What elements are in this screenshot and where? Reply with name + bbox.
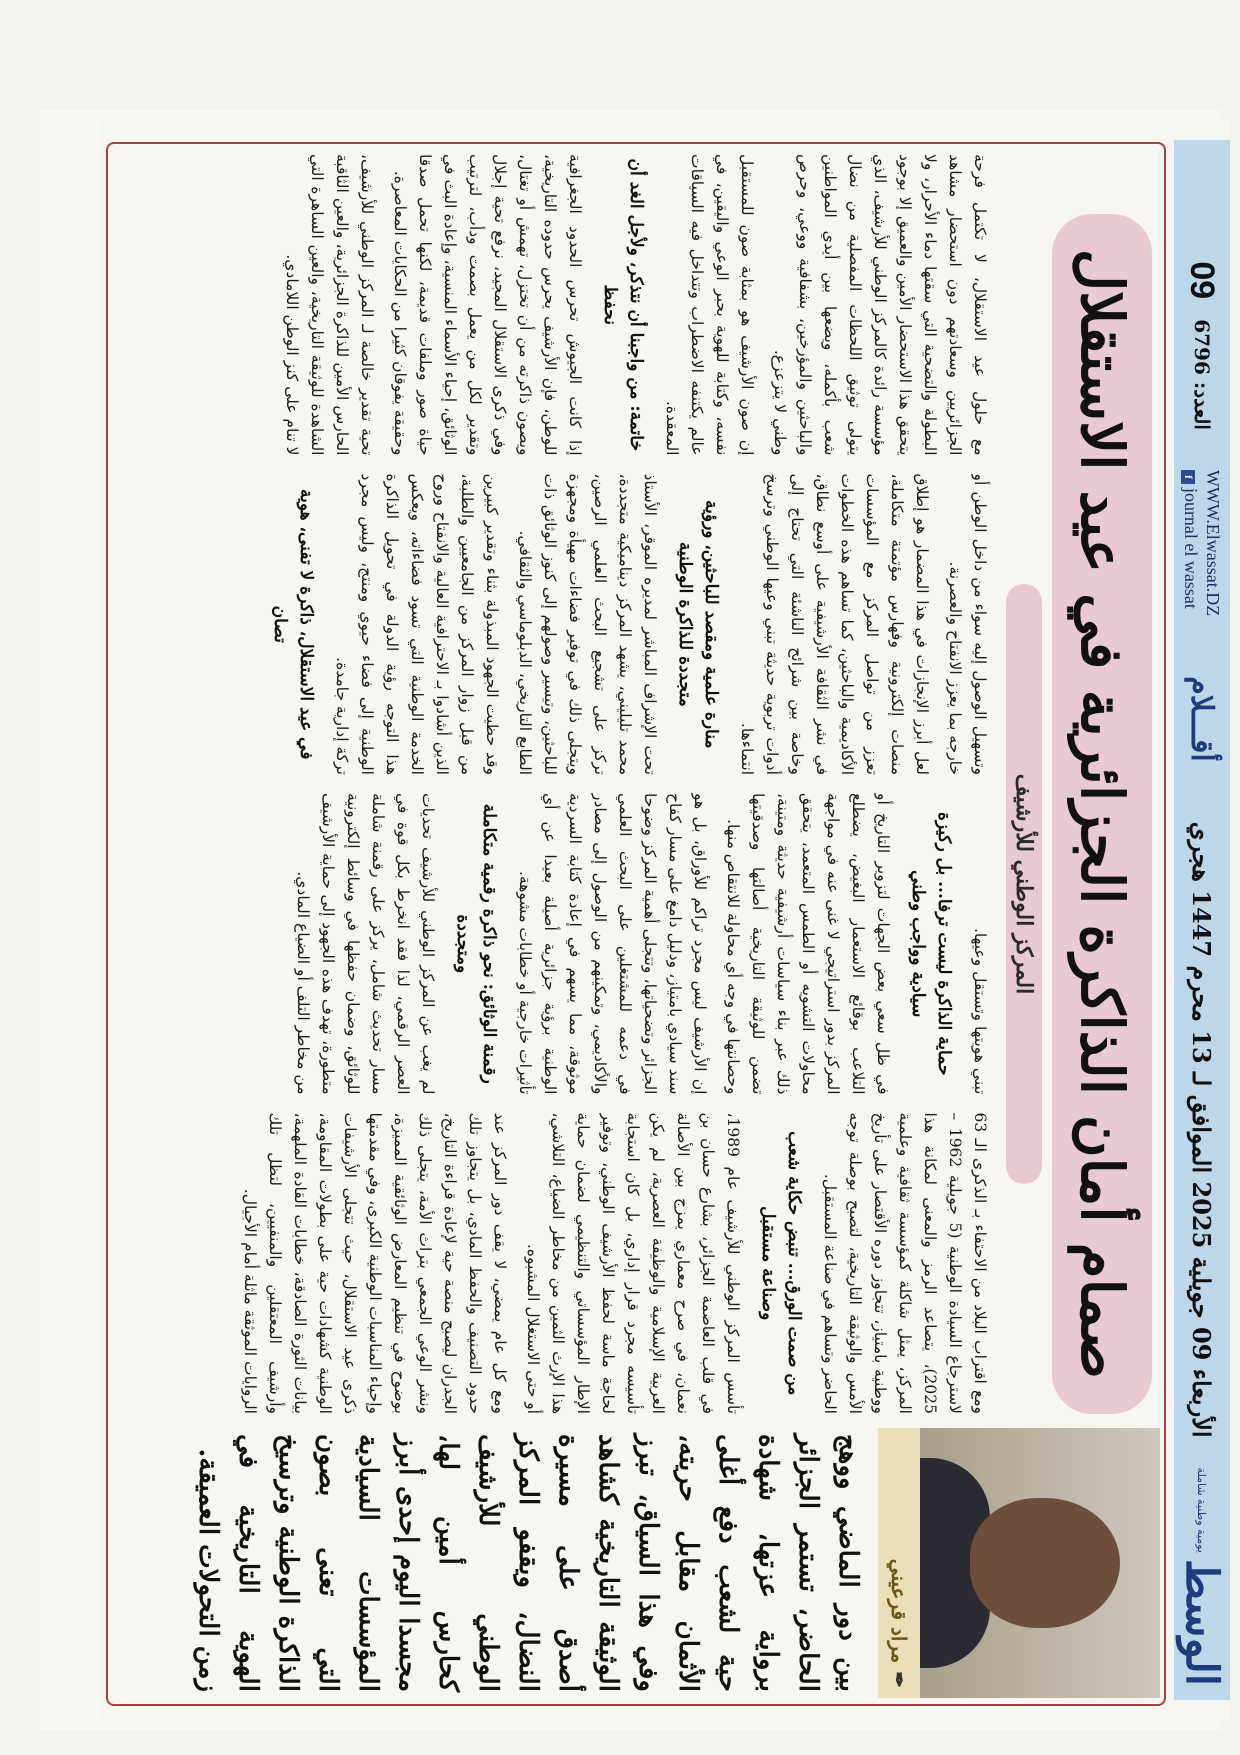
author-column — [114, 1428, 1160, 1698]
author-band — [878, 1428, 920, 1698]
photo-face — [970, 1498, 1120, 1628]
paragraph: مع حلول عيد الاستقلال، لا تكتمل فرحة الجزائريين وسعادتهم دون استحضار مشاهد البطولة والتضحية التي سقتها دماء الأحرار، ولا يتحقق هذا الاستحضار الأمين والعميق إلا بوجود مؤسسة رائدة كالمركز الوطني للأرشيف، الذي يتولى توثيق اللحظات المفصلية من نضال شعب بأكمله، ويضعها بين أيدي المواطنين والباحثين والمؤرخين، بشفافية ووعي، وحرص وطني لا يتزعزع. — [771, 154, 989, 456]
author-name: مراد قرعيني — [887, 1558, 911, 1664]
paragraph: تأسس المركز الوطني للأرشيف عام 1989، في قلب العاصمة الجزائر، بشارع حسان بن نعمان، في صرح معماري يمزج بين الأصالة العربية الإسلامية والوظيفة العصرية، لم يكن تأسيسه مجرد قرار إداري، بل كان استجابة لحاجة ماسة لحفظ الأرشيف الوطني، وتوفير الإطار المؤسساتي والتنظيمي لضمان حماية هذا الإرث الثمين من مخاطر الضياع، التلاشي، أو حتى الاستغلال المشبوه. — [524, 1112, 742, 1414]
paragraph: وقد حظيت الجهود المبذولة بثناء وتقدير كبيرين من قبل زوار المركز من الجامعيين والطلبة، الذين أشادوا بـ الاحترافية العالية والانفتاح وروح الخدمة الوطنية التي تسود فضاءاته، ويعكس هذا التوجه رؤية الدولة في تحويل الذاكرة الوطنية إلى فضاء حيوي ومنتج، وليس مجرد تركة إدارية جامدة. — [333, 473, 501, 775]
article-body — [116, 154, 992, 1414]
section-title: أقـــلام — [1184, 676, 1220, 762]
paragraph: إن صون الأرشيف هو بمثابة صون للمستقبل نفسه، وكتابة للهوية بحبر الوعي واليقين، في عالم يكتنفه الاضطراب وتتداخل فيه السياقات المعقدة. — [663, 154, 756, 456]
body-column-1 — [116, 1113, 992, 1415]
paragraph: إذا كانت الجيوش تحرس الحدود الجغرافية للوطن، فإن الأرشيف يحرس حدوده التاريخية، ويصون ذاكرته من أن تختزل، تهمش أو تغتال، وفي ذكرى الاستقلال المجيد، نرفع تحية إجلال وتقدير لكل من يعمل بصمت ودأب، لترتيب الوثائق، إحياء الأسماء المنسية، وإعادة البث في حياة صور وملفات قديمة، لكنها تحمل صدقا وحقيقة يفوقان كثيرا من الحكايات المعاصرة. — [391, 154, 584, 456]
subheading: رقمنة الوثائق: نحو ذاكرة رقمية متكاملة ومتجددة — [453, 803, 499, 1084]
body-column-3 — [116, 474, 992, 776]
page-header — [1174, 140, 1230, 1700]
issue-date: الأربعاء 09 جويلية 2025 الموافق لـ 13 محرم 1447 هجري — [1187, 821, 1217, 1438]
paragraph: في ظل سعي بعض الجهات لتزوير التاريخ أو التلاعب بوقائع الاستعمار البغيض، يضطلع المركز بدور استراتيجي لا غنى عنه في مواجهة محاولات التشويه أو الطمس المتعمد، يتحقق ذلك عبر بناء سياسات أرشيفية حديثة ومتينة، تضمن للوثيقة التاريخية أصالتها وصدقيتها وحصانتها في وجه أي محاولة للانتقاص منها. — [724, 793, 892, 1095]
newspaper-page — [100, 120, 1230, 1720]
facebook-page — [1180, 470, 1202, 616]
subheading: حماية الذاكرة ليست ترفا... بل ركيزة سيادية وواجب وطني — [908, 811, 954, 1076]
facebook-name: journal el wassat — [1181, 487, 1201, 609]
subheading: في عيد الاستقلال، ذاكرة لا تفنى، هوية تصان — [270, 489, 316, 760]
facebook-icon: f — [1181, 470, 1195, 484]
paragraph: لعل أبرز الإنجازات في هذا المضمار هو إطلاق منصات إلكترونية وفهارس مؤتمتة متكاملة، تعزز من تواصل المركز مع المؤسسات الأكاديمية والباحثين، كما تساهم هذه الخطوات في نشر الثقافة الأرشيفية على أوسع نطاق، وخاصة بين شرائح الناشئة التي تحتاج إلى أدوات تربوية حديثة تبني وعيها الوطني وترسخ انتماءها. — [738, 473, 931, 775]
article-intro: بين دور الماضي ووهج الحاضر، تستمر الجزائر برواية عزتها، شهادة حية لشعب دفع أغلى الأثمان مقابل حريته، وفي هذا السياق، تبرز الوثيقة التاريخية كشاهد أصدق على مسيرة النضال، ويقفو المركز الوطني للأرشيف كحارس أمين لها، مجسدا اليوم إحدى أبرز المؤسسات السيادية التي تعنى بصون الذاكرة الوطنية وترسيخ الهوية التاريخية في زمن التحولات العميقة. — [193, 1434, 863, 1692]
paragraph: تبني هويتها وتستقل وعيها. — [971, 928, 989, 1095]
article-kicker: المركز الوطني للأرشيف — [1006, 584, 1042, 1184]
paragraph: ومع اقتراب البلاد من الاحتفاء بـ الذكرى الـ 63 لاسترجاع السيادة الوطنية (5 جويلية 1962 – 2025)، يتصاعد الرمز والمعنى لمكانة هذا المركز، يمثل شاكلة كمؤسسة ثقافية وعلمية ووطنية بامتياز، تتجاوز دوره الأقتصار على تأريخ الأمس والوثيقة التاريخية، لتصبح بوصلة توجه الحاضر وتساهم في صناعة المستقبل. — [821, 1112, 989, 1414]
subheading: من صمت الورق... تنبض حكاية شعب وصناعة مستقبل — [758, 1131, 804, 1396]
author-photo — [920, 1428, 1160, 1698]
paragraph: تحية تقدير خالصة لـ المركز الوطني للأرشيف، الحارس الأمين للذاكرة الجزائرية، والعين الثاقبة الشاهدة للوثيقة التاريخية، والعين الساهرة التي لا تنام على كنز الوطن اللامادي. — [283, 154, 376, 456]
article-headline: صمام أمان الذاكرة الجزائرية في عيد الاستقلال — [1052, 214, 1152, 1414]
paragraph: تحت الإشراف المباشر لمديره الموقر، الأستاذ محمد تليليني، يشهد المركز ديناميكية متجددة، تركز على تشجيع البحث العلمي الرصين، ويتجلى ذلك في توفير فضاءات مهيأة ومجهزة للباحثين، وتيسير وصولهم إلى كنوز الوثائق ذات الطابع التاريخي، الدبلوماسي والثقافي. — [516, 473, 659, 775]
page-number: 09 — [1183, 261, 1222, 300]
paragraph: لم يغب عن المركز الوطني للأرشيف تحديات العصر الرقمي، لذا فقد انخرط بكل قوة في مسار تحديث شامل، يركز على رقمنة شاملة للوثائق، وضمان حفظها في وسائط إلكترونية متطورة، تهدف هذه الجهود إلى حماية الأرشيف من مخاطر التلف أو الضياع المادي. — [294, 793, 437, 1095]
article-frame — [106, 142, 1166, 1706]
body-column-2 — [116, 793, 992, 1095]
paper-logo — [1177, 1468, 1228, 1686]
pen-icon: ✒ — [887, 1671, 911, 1688]
paragraph: وتسهيل الوصول إليه سواء من داخل الوطن أو خارجه بما يعزز الانفتاح والعصرنة. — [946, 473, 989, 775]
subheading: منارة علمية ومقصد للباحثين، ورؤية متجددة للذاكرة الوطنية — [675, 500, 721, 749]
website-url: WWW.Elwassat.DZ — [1203, 469, 1223, 617]
paragraph: ومع كل عام يمضي، لا يقف دور المركز عند حدود التصنيف والحفظ المادي، بل يتجاوز تلك الجدران ليصبح منصة حية لإعادة قراءة التاريخ، ونشر الوعي الجمعي بتراث الأمة، يتجلى ذلك بوضوح في تنظيم المعارض الوثائقية المميزة، وإحياء المناسبات الوطنية الكبرى، وفي مقدمتها ذكرى عيد الاستقلال، حيث تتجلى الأرشيفات الوطنية كشهادات حية على بطولات المقاومة، بيانات الثورة الصادقة، خطابات القادة الملهمة، وأرشيف المعتقلين والمنفيين، لتظل تلك الروايات الموثقة ماثلة أمام الأجيال. — [241, 1112, 509, 1414]
issue-number: العدد: 6796 — [1190, 319, 1214, 430]
logo-tagline: يومية وطنية شاملة — [1195, 1467, 1209, 1553]
logo-wordmark: الوسط — [1176, 1559, 1228, 1686]
paragraph: إن الأرشيف ليس مجرد تراكم للأوراق، بل هو سند سيادي بامتياز، ودليل دامغ على مسار كفاح الجزائر وتضحياتها، وتتجلى أهمية المركز وضوحا في دعمه للمشتغلين على البحث العلمي والأكاديمي، وتمكينهم من الوصول إلى مصادر موثوقة، مما يسهم في إعادة كتابة السردية الوطنية برؤية جزائرية أصيلة بعيدا عن أي تأثيرات خارجية أو خطابات مشوهة. — [516, 793, 709, 1095]
contact-info — [1180, 470, 1224, 616]
subheading: خاتمة: من واجبنا أن نتذكر، ولأجل الغد أن نحفظ — [600, 158, 646, 451]
body-column-4 — [116, 154, 992, 456]
